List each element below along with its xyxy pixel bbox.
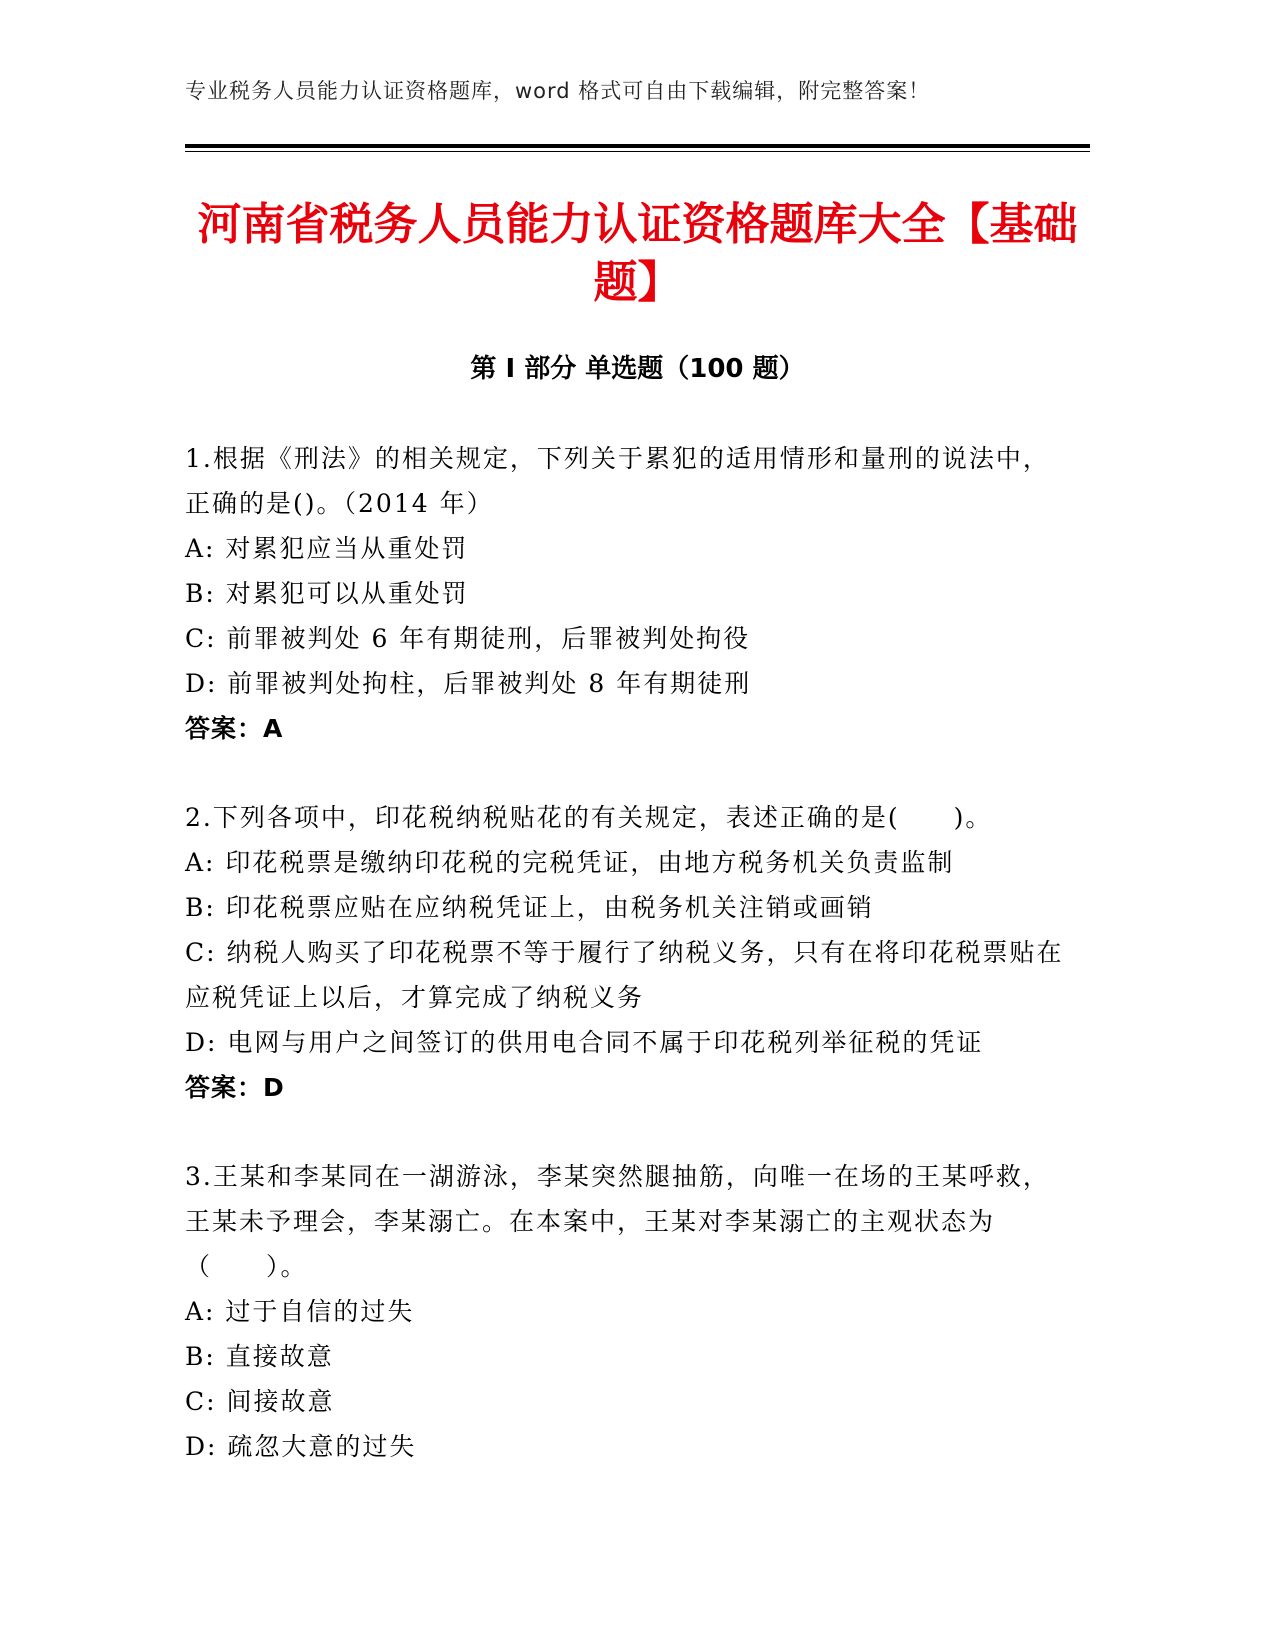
question-2: [185, 795, 1065, 1110]
option-a: A: 对累犯应当从重处罚: [185, 534, 469, 563]
answer: 答案：A: [185, 714, 284, 743]
option-c: C: 纳税人购买了印花税票不等于履行了纳税义务，只有在将印花税票贴在应税凭证上以后，才算完成了纳税义务: [185, 938, 1064, 1012]
option-b: B: 直接故意: [185, 1342, 334, 1371]
header-rule-thin: [185, 151, 1090, 152]
option-d: D: 前罪被判处拘柱，后罪被判处 8 年有期徒刑: [185, 669, 752, 698]
header-rule-thick: [185, 144, 1090, 148]
question-stem: 2.下列各项中，印花税纳税贴花的有关规定，表述正确的是( )。: [185, 803, 993, 832]
option-c: C: 间接故意: [185, 1387, 335, 1416]
option-b: B: 印花税票应贴在应纳税凭证上，由税务机关注销或画销: [185, 893, 874, 922]
option-c: C: 前罪被判处 6 年有期徒刑，后罪被判处拘役: [185, 624, 751, 653]
option-b: B: 对累犯可以从重处罚: [185, 579, 469, 608]
option-a: A: 过于自信的过失: [185, 1297, 415, 1326]
question-1: [185, 436, 1065, 751]
answer: 答案：D: [185, 1073, 285, 1102]
document-title: 河南省税务人员能力认证资格题库大全【基础题】: [197, 199, 1078, 308]
question-list: [185, 436, 1065, 1513]
option-d: D: 电网与用户之间签订的供用电合同不属于印花税列举征税的凭证: [185, 1028, 984, 1057]
header-note: 专业税务人员能力认证资格题库，word 格式可自由下载编辑，附完整答案！: [185, 79, 931, 103]
section-heading: 第 I 部分 单选题（100 题）: [470, 354, 805, 384]
option-a: A: 印花税票是缴纳印花税的完税凭证，由地方税务机关负责监制: [185, 848, 955, 877]
question-3: [185, 1154, 1065, 1469]
option-d: D: 疏忽大意的过失: [185, 1432, 417, 1461]
question-stem: 3.王某和李某同在一湖游泳，李某突然腿抽筋，向唯一在场的王某呼救，王某未予理会，李某溺亡。在本案中，王某对李某溺亡的主观状态为（ ）。: [185, 1162, 1050, 1281]
question-stem: 1.根据《刑法》的相关规定，下列关于累犯的适用情形和量刑的说法中，正确的是()。（2014 年）: [185, 444, 1050, 518]
